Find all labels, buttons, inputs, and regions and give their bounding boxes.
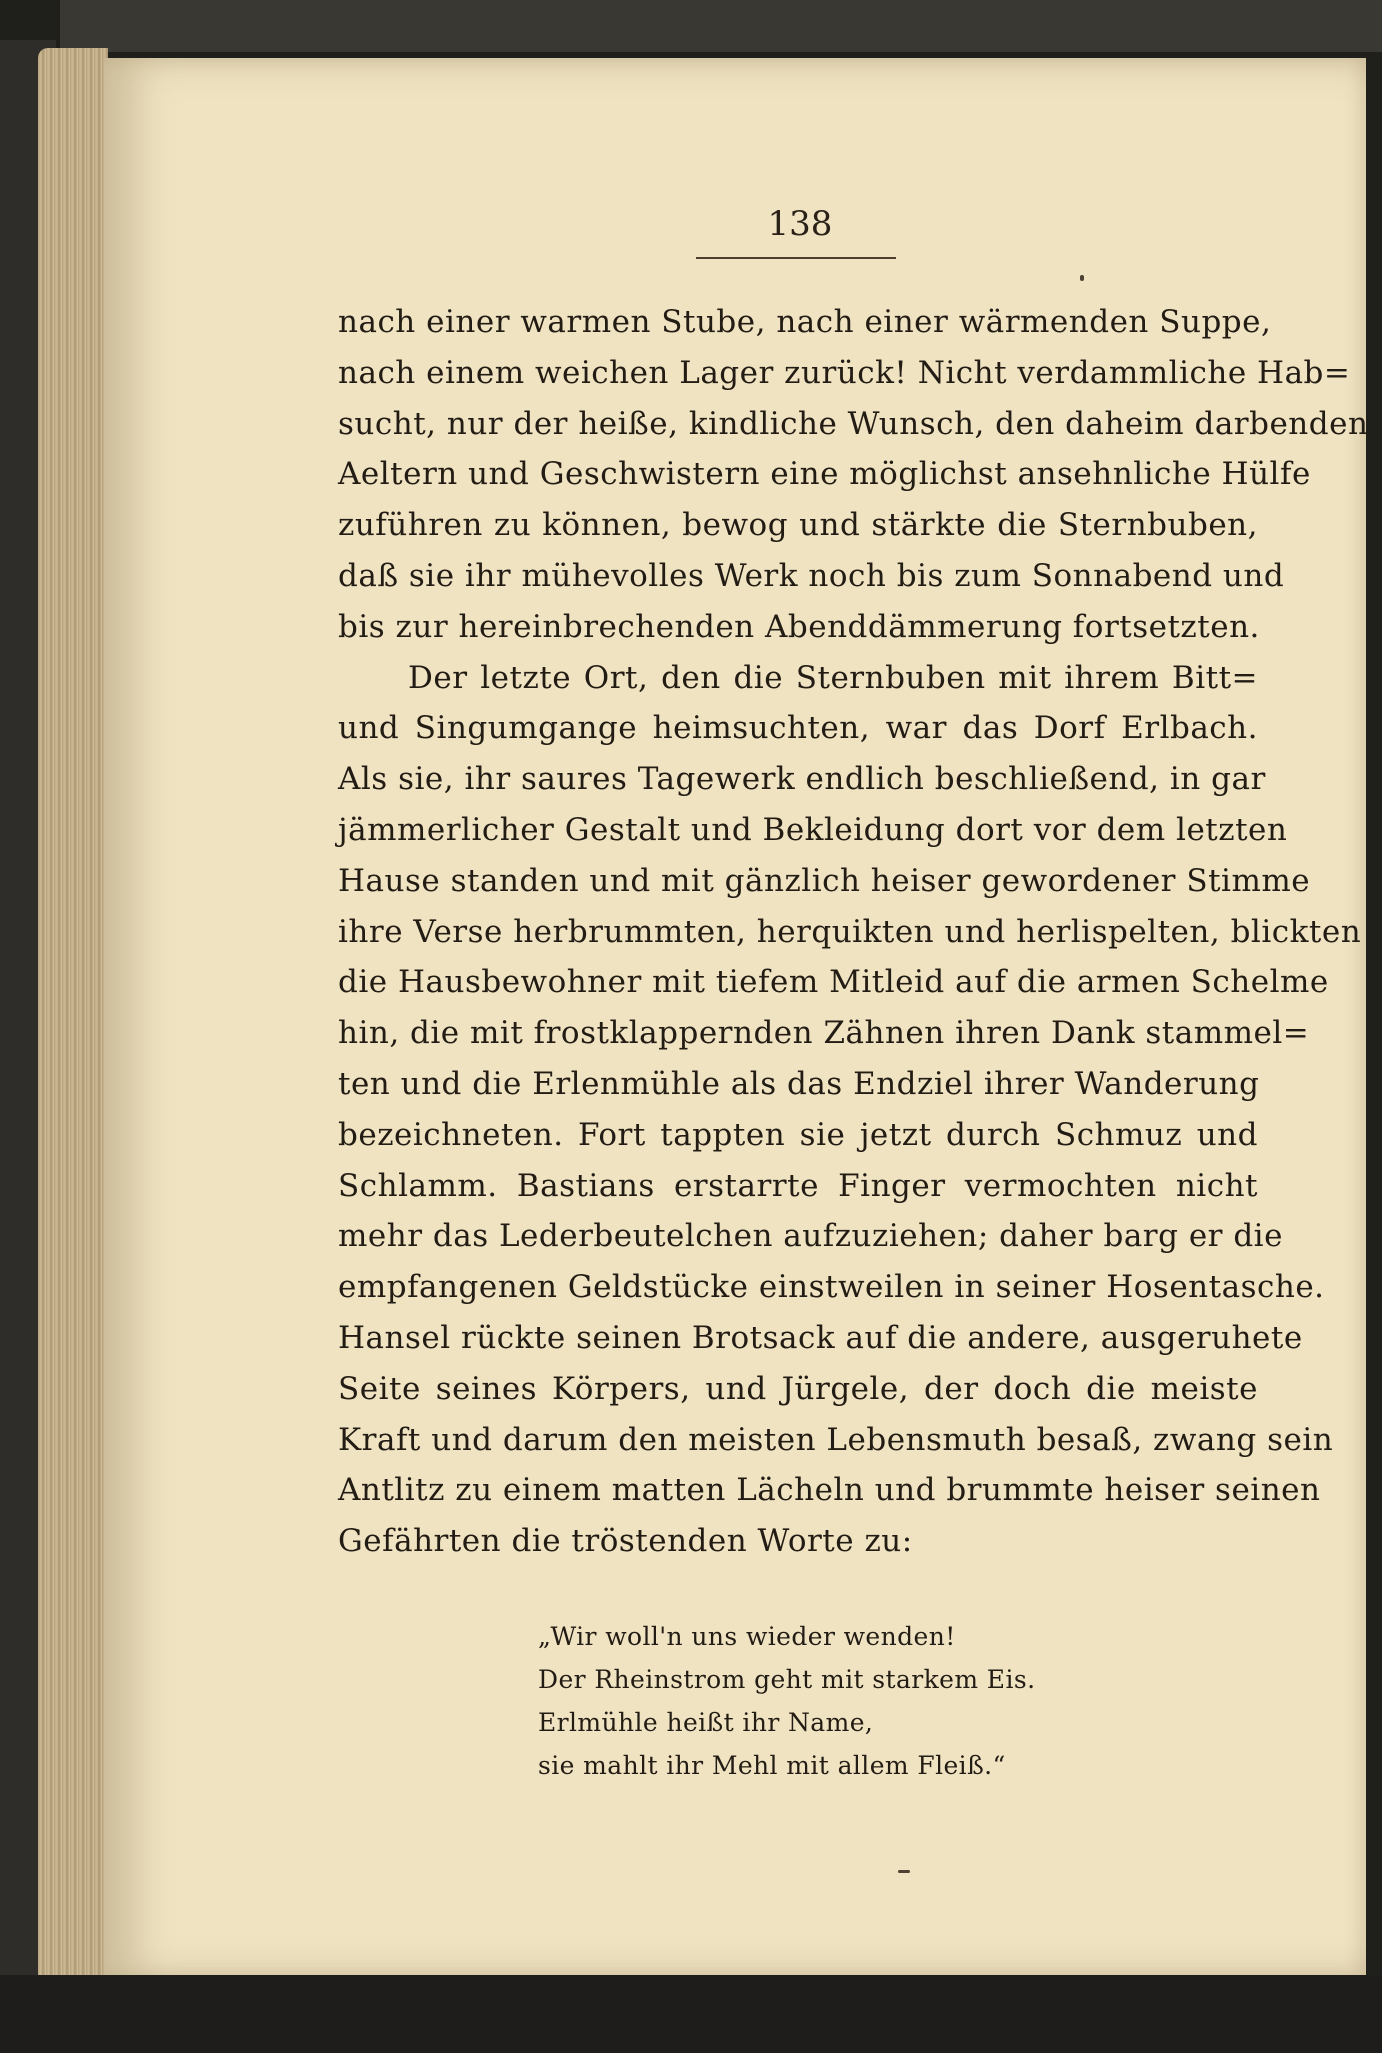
text-line: daß sie ihr mühevolles Werk noch bis zum Sonnabend und <box>338 557 1285 594</box>
text-line: bezeichneten. Fort tappten sie jetzt durch Schmuz und <box>338 1116 1258 1153</box>
ink-speck <box>1080 275 1084 281</box>
text-line: Antlitz zu einem matten Lächeln und brummte heiser seinen <box>338 1472 1321 1509</box>
page-edges <box>38 48 108 1988</box>
text-line: nach einer warmen Stube, nach einer wärmenden Suppe, <box>338 304 1272 340</box>
text-line: ihre Verse herbrummten, herquikten und herlispelten, blickten <box>338 913 1362 950</box>
ink-speck <box>898 1870 910 1873</box>
text-line: zuführen zu können, bewog und stärkte die Sternbuben, <box>338 507 1258 544</box>
text-line: die Hausbewohner mit tiefem Mitleid auf die armen Schelme <box>338 964 1329 1001</box>
text-line: Als sie, ihr saures Tagewerk endlich beschließend, in gar <box>338 761 1266 798</box>
poem-line: Erlmühle heißt ihr Name, <box>538 1708 874 1737</box>
body-text <box>338 297 1369 1567</box>
text-line: Der letzte Ort, den die Sternbuben mit ihrem Bitt= <box>408 659 1258 696</box>
text-line: sucht, nur der heiße, kindliche Wunsch, den daheim darbenden <box>338 405 1369 442</box>
page-number: 138 <box>767 204 833 244</box>
text-line: Kraft und darum den meisten Lebensmuth besaß, zwang sein <box>338 1421 1334 1458</box>
text-line: Schlamm. Bastians erstarrte Finger vermochten nicht <box>338 1167 1258 1204</box>
text-line: und Singumgange heimsuchten, war das Dorf Erlbach. <box>338 710 1258 747</box>
text-line: empfangenen Geldstücke einstweilen in seiner Hosentasche. <box>338 1269 1325 1306</box>
text-line: jämmerlicher Gestalt und Bekleidung dort vor dem letzten <box>338 811 1288 848</box>
text-line: Hause standen und mit gänzlich heiser gewordener Stimme <box>338 862 1311 899</box>
poem-line: sie mahlt ihr Mehl mit allem Fleiß.“ <box>538 1751 1006 1780</box>
paragraph-2 <box>338 653 1362 1567</box>
text-line: bis zur hereinbrechenden Abenddämmerung fortsetzten. <box>338 608 1260 645</box>
poem <box>538 1615 1098 1787</box>
text-line: ten und die Erlenmühle als das Endziel ihrer Wanderung <box>338 1065 1260 1102</box>
book-cover-top <box>60 0 1382 52</box>
text-line: nach einem weichen Lager zurück! Nicht verdammliche Hab= <box>338 354 1351 391</box>
text-line: Seite seines Körpers, und Jürgele, der doch die meiste <box>338 1370 1258 1407</box>
text-line: Gefährten die tröstenden Worte zu: <box>338 1523 913 1560</box>
text-line: Hansel rückte seinen Brotsack auf die andere, ausgeruhete <box>338 1319 1303 1356</box>
text-line: hin, die mit frostklappernden Zähnen ihren Dank stammel= <box>338 1015 1310 1052</box>
poem-line: Der Rheinstrom geht mit starkem Eis. <box>538 1665 1036 1694</box>
header-rule <box>696 257 896 259</box>
text-line: Aeltern und Geschwistern eine möglichst ansehnliche Hülfe <box>338 456 1311 493</box>
paragraph-1 <box>338 297 1369 653</box>
book-bottom-edge <box>0 1975 1382 2053</box>
poem-line: „Wir woll'n uns wieder wenden! <box>538 1622 956 1651</box>
text-line: mehr das Lederbeutelchen aufzuziehen; daher barg er die <box>338 1218 1283 1255</box>
